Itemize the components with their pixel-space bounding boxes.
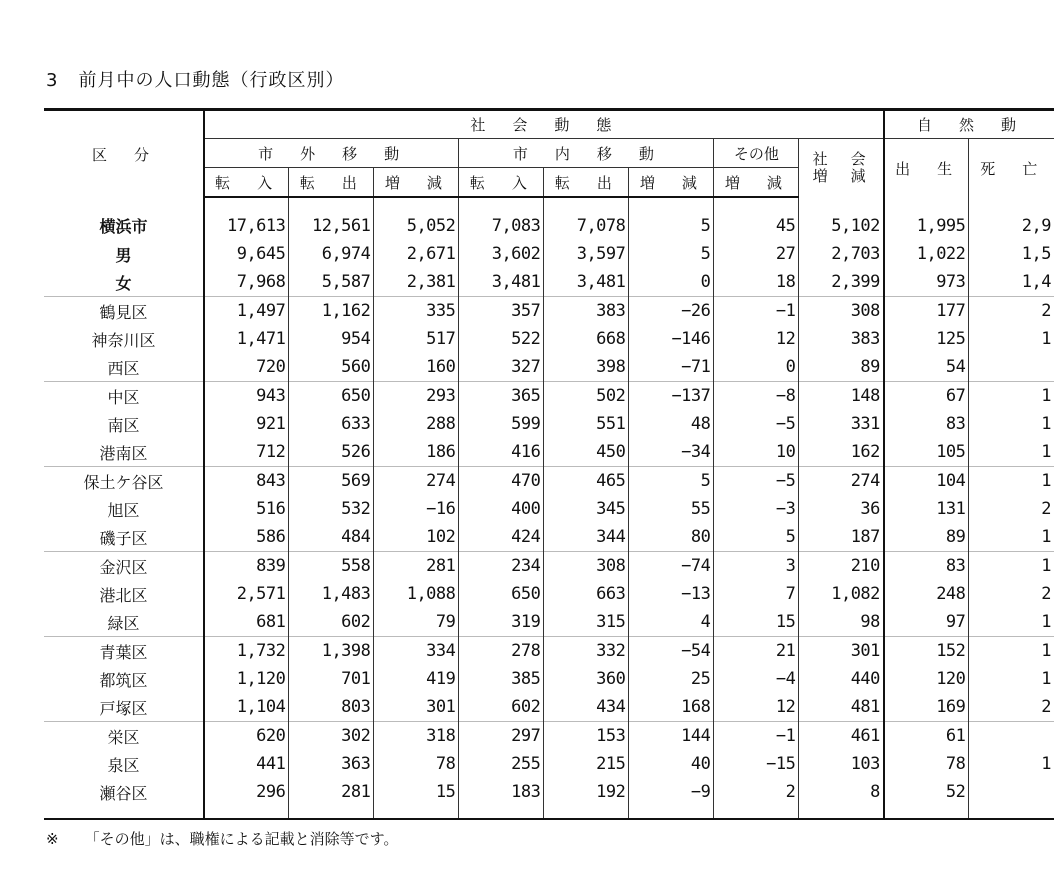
cell-value: 2 (969, 580, 1054, 608)
cell-value: 278 (459, 637, 544, 666)
cell-value: 602 (459, 693, 544, 722)
cell-value: 465 (544, 467, 629, 496)
header-outside-in: 転 入 (204, 168, 289, 198)
cell-value: 1 (969, 467, 1054, 496)
cell-value: 1,082 (799, 580, 884, 608)
cell-value: 400 (459, 495, 544, 523)
cell-value: 2,399 (799, 268, 884, 297)
cell-value: 78 (374, 750, 459, 778)
cell-value: 25 (629, 665, 714, 693)
cell-value: 210 (799, 552, 884, 581)
cell-value: 1 (969, 665, 1054, 693)
cell-value: 79 (374, 608, 459, 637)
table-row (44, 325, 1054, 353)
table-row (44, 297, 1054, 326)
table-row (44, 693, 1054, 722)
cell-value: 1,5 (969, 240, 1054, 268)
cell-value: 1 (969, 552, 1054, 581)
cell-value: 484 (289, 523, 374, 552)
cell-value: 365 (459, 382, 544, 411)
cell-value: 481 (799, 693, 884, 722)
cell-value: 327 (459, 353, 544, 382)
cell-value: 602 (289, 608, 374, 637)
cell-value: 168 (629, 693, 714, 722)
table-header (44, 110, 1054, 198)
cell-value: 192 (544, 778, 629, 819)
cell-value: 843 (204, 467, 289, 496)
cell-value: 1 (969, 438, 1054, 467)
cell-value: 331 (799, 410, 884, 438)
cell-value: 187 (799, 523, 884, 552)
cell-value: 144 (629, 722, 714, 751)
cell-value: 148 (799, 382, 884, 411)
cell-value: 12,561 (289, 197, 374, 240)
cell-value: 36 (799, 495, 884, 523)
table-row (44, 750, 1054, 778)
cell-value: 1,104 (204, 693, 289, 722)
cell-value: 234 (459, 552, 544, 581)
header-other: その他 (714, 139, 799, 168)
header-other-change: 増 減 (714, 168, 799, 198)
cell-value: 954 (289, 325, 374, 353)
cell-value: 5,587 (289, 268, 374, 297)
row-label: 南区 (107, 415, 140, 435)
cell-value: 40 (629, 750, 714, 778)
cell-value: 160 (374, 353, 459, 382)
table-row (44, 665, 1054, 693)
cell-value: 215 (544, 750, 629, 778)
cell-value: 6,974 (289, 240, 374, 268)
cell-value: 441 (204, 750, 289, 778)
cell-value: 360 (544, 665, 629, 693)
cell-value (969, 722, 1054, 751)
cell-value: 288 (374, 410, 459, 438)
cell-value: 131 (884, 495, 969, 523)
cell-value: 663 (544, 580, 629, 608)
cell-value: 80 (629, 523, 714, 552)
cell-value: 921 (204, 410, 289, 438)
header-social-change-top: 社 会 (812, 150, 870, 168)
cell-value: 1,398 (289, 637, 374, 666)
row-label: 磯子区 (99, 528, 148, 548)
cell-value: 5,102 (799, 197, 884, 240)
cell-value: 522 (459, 325, 544, 353)
row-label: 女 (115, 273, 132, 293)
cell-value: 105 (884, 438, 969, 467)
cell-value: 67 (884, 382, 969, 411)
cell-value: 318 (374, 722, 459, 751)
cell-value: 334 (374, 637, 459, 666)
cell-value: −1 (714, 722, 799, 751)
cell-value: 7,968 (204, 268, 289, 297)
header-inside-out: 転 出 (544, 168, 629, 198)
cell-value: 98 (799, 608, 884, 637)
table-row (44, 438, 1054, 467)
cell-value: 186 (374, 438, 459, 467)
cell-value: 8 (799, 778, 884, 819)
cell-value: 12 (714, 325, 799, 353)
cell-value: 470 (459, 467, 544, 496)
cell-value: 315 (544, 608, 629, 637)
row-label: 西区 (107, 358, 140, 378)
cell-value: 335 (374, 297, 459, 326)
cell-value: 558 (289, 552, 374, 581)
header-social-change (799, 139, 884, 198)
cell-value: 102 (374, 523, 459, 552)
cell-value: 1 (969, 523, 1054, 552)
cell-value: 517 (374, 325, 459, 353)
cell-value: 650 (289, 382, 374, 411)
cell-value: 344 (544, 523, 629, 552)
cell-value: 319 (459, 608, 544, 637)
cell-value: 5,052 (374, 197, 459, 240)
cell-value: 1 (969, 325, 1054, 353)
cell-value: 526 (289, 438, 374, 467)
cell-value: 383 (799, 325, 884, 353)
cell-value: 2,9 (969, 197, 1054, 240)
cell-value: 48 (629, 410, 714, 438)
cell-value: 3,481 (459, 268, 544, 297)
cell-value: −146 (629, 325, 714, 353)
cell-value: 516 (204, 495, 289, 523)
cell-value: 120 (884, 665, 969, 693)
row-label: 港北区 (99, 585, 148, 605)
cell-value: 89 (884, 523, 969, 552)
table-row (44, 410, 1054, 438)
header-outside-move: 市 外 移 動 (204, 139, 459, 168)
cell-value: 502 (544, 382, 629, 411)
table-row (44, 552, 1054, 581)
table-row (44, 722, 1054, 751)
row-label: 緑区 (107, 613, 140, 633)
cell-value: 302 (289, 722, 374, 751)
cell-value: 569 (289, 467, 374, 496)
cell-value: 78 (884, 750, 969, 778)
cell-value: 363 (289, 750, 374, 778)
title-number: 3 (46, 70, 59, 91)
table-row (44, 778, 1054, 819)
cell-value: 255 (459, 750, 544, 778)
cell-value: 1,471 (204, 325, 289, 353)
row-label: 金沢区 (44, 552, 204, 581)
cell-value: 650 (459, 580, 544, 608)
cell-value: 17,613 (204, 197, 289, 240)
cell-value: 1,4 (969, 268, 1054, 297)
cell-value: 551 (544, 410, 629, 438)
cell-value: 668 (544, 325, 629, 353)
cell-value: 3 (714, 552, 799, 581)
cell-value: 169 (884, 693, 969, 722)
header-outside-out: 転 出 (289, 168, 374, 198)
cell-value: 599 (459, 410, 544, 438)
cell-value: 532 (289, 495, 374, 523)
cell-value: 1 (969, 608, 1054, 637)
cell-value: 301 (799, 637, 884, 666)
cell-value: 2 (714, 778, 799, 819)
table-row (44, 240, 1054, 268)
cell-value: −3 (714, 495, 799, 523)
cell-value: 281 (374, 552, 459, 581)
population-table-container (44, 108, 1051, 820)
table-row (44, 495, 1054, 523)
cell-value: 839 (204, 552, 289, 581)
footnote-text: 「その他」は、職権による記載と消除等です。 (84, 830, 399, 848)
cell-value: 177 (884, 297, 969, 326)
cell-value: 308 (799, 297, 884, 326)
cell-value: 681 (204, 608, 289, 637)
cell-value: 383 (544, 297, 629, 326)
row-label: 瀬谷区 (44, 778, 204, 819)
cell-value: −137 (629, 382, 714, 411)
cell-value: 308 (544, 552, 629, 581)
cell-value: 2,381 (374, 268, 459, 297)
cell-value: 83 (884, 552, 969, 581)
cell-value: 943 (204, 382, 289, 411)
table-row (44, 580, 1054, 608)
cell-value: −1 (714, 297, 799, 326)
cell-value: 1 (969, 382, 1054, 411)
header-birth: 出 生 (884, 139, 969, 198)
cell-value: −5 (714, 467, 799, 496)
cell-value: 450 (544, 438, 629, 467)
cell-value: 9,645 (204, 240, 289, 268)
cell-value: 7,083 (459, 197, 544, 240)
header-inside-move: 市 内 移 動 (459, 139, 714, 168)
cell-value (969, 778, 1054, 819)
row-label: 港南区 (99, 443, 148, 463)
header-social-change-bottom: 増 減 (812, 167, 870, 185)
cell-value: 52 (884, 778, 969, 819)
cell-value: −8 (714, 382, 799, 411)
header-division: 区 分 (44, 110, 204, 198)
row-label: 横浜市 (99, 217, 148, 236)
cell-value: 1 (969, 750, 1054, 778)
cell-value: 1,995 (884, 197, 969, 240)
cell-value: 153 (544, 722, 629, 751)
cell-value: 293 (374, 382, 459, 411)
cell-value: 1,088 (374, 580, 459, 608)
cell-value: 54 (884, 353, 969, 382)
cell-value: 162 (799, 438, 884, 467)
population-table (44, 108, 1054, 820)
cell-value: 248 (884, 580, 969, 608)
cell-value: 281 (289, 778, 374, 819)
table-row (44, 523, 1054, 552)
cell-value: 398 (544, 353, 629, 382)
cell-value: −16 (374, 495, 459, 523)
cell-value: 424 (459, 523, 544, 552)
table-body (44, 197, 1054, 819)
cell-value: 7,078 (544, 197, 629, 240)
table-row (44, 382, 1054, 411)
cell-value: 103 (799, 750, 884, 778)
header-social: 社 会 動 態 (204, 110, 884, 139)
cell-value: 803 (289, 693, 374, 722)
cell-value: 385 (459, 665, 544, 693)
cell-value: 83 (884, 410, 969, 438)
cell-value: −34 (629, 438, 714, 467)
cell-value: 701 (289, 665, 374, 693)
header-natural: 自 然 動 (884, 110, 1054, 139)
cell-value: 712 (204, 438, 289, 467)
cell-value: 720 (204, 353, 289, 382)
cell-value: −54 (629, 637, 714, 666)
row-label: 中区 (44, 382, 204, 411)
cell-value: 297 (459, 722, 544, 751)
cell-value: 5 (714, 523, 799, 552)
cell-value: 104 (884, 467, 969, 496)
cell-value: −74 (629, 552, 714, 581)
cell-value: −9 (629, 778, 714, 819)
cell-value: 461 (799, 722, 884, 751)
cell-value: 4 (629, 608, 714, 637)
row-label: 都筑区 (99, 670, 148, 690)
cell-value: 973 (884, 268, 969, 297)
cell-value: 274 (374, 467, 459, 496)
cell-value: 1 (969, 410, 1054, 438)
header-inside-in: 転 入 (459, 168, 544, 198)
cell-value: 1,732 (204, 637, 289, 666)
cell-value: 183 (459, 778, 544, 819)
cell-value: 1,497 (204, 297, 289, 326)
cell-value: 89 (799, 353, 884, 382)
row-label: 保土ケ谷区 (44, 467, 204, 496)
cell-value: 0 (714, 353, 799, 382)
cell-value: 419 (374, 665, 459, 693)
row-label: 鶴見区 (44, 297, 204, 326)
row-label: 栄区 (44, 722, 204, 751)
cell-value: 15 (714, 608, 799, 637)
cell-value: 357 (459, 297, 544, 326)
cell-value: 274 (799, 467, 884, 496)
cell-value: 5 (629, 197, 714, 240)
cell-value: 416 (459, 438, 544, 467)
cell-value: −15 (714, 750, 799, 778)
cell-value: −71 (629, 353, 714, 382)
cell-value: 633 (289, 410, 374, 438)
cell-value: 1,162 (289, 297, 374, 326)
cell-value: 560 (289, 353, 374, 382)
cell-value: 2 (969, 495, 1054, 523)
cell-value: 434 (544, 693, 629, 722)
cell-value: 620 (204, 722, 289, 751)
cell-value: 2 (969, 297, 1054, 326)
cell-value: 345 (544, 495, 629, 523)
cell-value: 3,481 (544, 268, 629, 297)
cell-value: 55 (629, 495, 714, 523)
cell-value: 440 (799, 665, 884, 693)
cell-value: 21 (714, 637, 799, 666)
cell-value (969, 353, 1054, 382)
cell-value: −13 (629, 580, 714, 608)
cell-value: 301 (374, 693, 459, 722)
header-inside-change: 増 減 (629, 168, 714, 198)
row-label: 旭区 (107, 500, 140, 520)
row-label: 戸塚区 (99, 698, 148, 718)
cell-value: −4 (714, 665, 799, 693)
cell-value: 61 (884, 722, 969, 751)
cell-value: 125 (884, 325, 969, 353)
row-label: 青葉区 (44, 637, 204, 666)
cell-value: 12 (714, 693, 799, 722)
cell-value: 10 (714, 438, 799, 467)
cell-value: 2,571 (204, 580, 289, 608)
header-outside-change: 増 減 (374, 168, 459, 198)
cell-value: 152 (884, 637, 969, 666)
page-title (46, 66, 344, 92)
cell-value: 15 (374, 778, 459, 819)
cell-value: 296 (204, 778, 289, 819)
cell-value: −26 (629, 297, 714, 326)
row-label: 男 (115, 245, 132, 265)
cell-value: −5 (714, 410, 799, 438)
cell-value: 97 (884, 608, 969, 637)
cell-value: 45 (714, 197, 799, 240)
cell-value: 1,483 (289, 580, 374, 608)
table-row (44, 353, 1054, 382)
cell-value: 0 (629, 268, 714, 297)
table-row (44, 197, 1054, 240)
title-text: 前月中の人口動態（行政区別） (78, 70, 345, 91)
cell-value: 1,120 (204, 665, 289, 693)
cell-value: 3,602 (459, 240, 544, 268)
row-label: 泉区 (107, 755, 140, 775)
table-row (44, 608, 1054, 637)
cell-value: 2,671 (374, 240, 459, 268)
cell-value: 7 (714, 580, 799, 608)
cell-value: 27 (714, 240, 799, 268)
table-row (44, 268, 1054, 297)
cell-value: 3,597 (544, 240, 629, 268)
table-row (44, 467, 1054, 496)
footnote-mark: ※ (46, 830, 59, 848)
cell-value: 18 (714, 268, 799, 297)
cell-value: 332 (544, 637, 629, 666)
cell-value: 5 (629, 467, 714, 496)
table-row (44, 637, 1054, 666)
cell-value: 2 (969, 693, 1054, 722)
cell-value: 2,703 (799, 240, 884, 268)
cell-value: 1,022 (884, 240, 969, 268)
cell-value: 1 (969, 637, 1054, 666)
cell-value: 5 (629, 240, 714, 268)
cell-value: 586 (204, 523, 289, 552)
footnote (46, 828, 398, 849)
row-label: 神奈川区 (91, 330, 156, 350)
header-death: 死 亡 (969, 139, 1054, 198)
